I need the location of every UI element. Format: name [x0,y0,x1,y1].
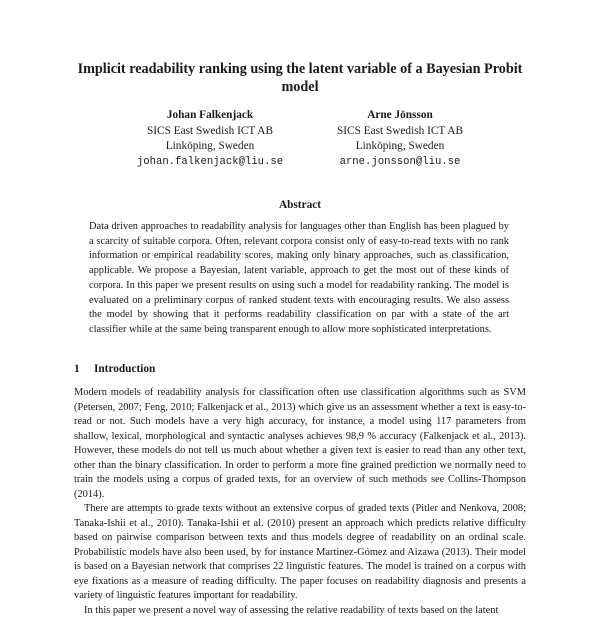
author-location: Linköping, Sweden [300,139,500,155]
author-email: arne.jonsson@liu.se [300,155,500,171]
author-second [300,108,500,170]
author-block [0,108,600,168]
abstract-body: Data driven approaches to readability analysis for languages other than English has been plagued by a scarcity of suitable corpora. Often, relevant corpora consist only of easy-to-read texts with no rank information or empirical readability scores, making only binary approaches, such as classification, applicable. We propose a Bayesian, latent variable, approach to get the most out of these kinds of corpora. In this paper we present results on using such a model for readability ranking. The model is evaluated on a preliminary corpus of ranked student texts with encouraging results. We also assess the model by showing that it performs readability classification on par with a state of the art classifier while at the same being transparent enough to allow more sophisticated interpretations. [89,220,509,338]
paragraph: There are attempts to grade texts without an extensive corpus of graded texts (Pitler and Nenkova, 2008; Tanaka-Ishii et al., 2010). Tanaka-Ishii et al. (2010) present an approach which predicts relative difficulty based on pairwise comparison between texts and thus models degree of readability on an ordinal scale. Probabilistic models have also been used, by for instance Martinez-Gómez and Aizawa (2013). Their model is based on a Bayesian network that comprises 22 linguistic features. The model is trained on a corpus with eye fixations as a measure of reading difficulty. The paper focuses on readability diagnosis and presents a variety of linguistic features important for readability. [74,502,526,604]
section-heading [74,363,155,375]
author-location: Linköping, Sweden [110,139,310,155]
author-affiliation: SICS East Swedish ICT AB [300,124,500,140]
author-affiliation: SICS East Swedish ICT AB [110,124,310,140]
section-title: Introduction [94,363,155,375]
paper-title: Implicit readability ranking using the latent variable of a Bayesian Probit model [60,60,540,96]
paragraph: In this paper we present a novel way of assessing the relative readability of texts based on the latent [74,604,526,618]
section-number: 1 [74,363,94,375]
introduction-body [74,386,526,618]
author-name: Arne Jönsson [300,108,500,124]
paragraph: Modern models of readability analysis for classification often use classification algorithms such as SVM (Petersen, 2007; Feng, 2010; Falkenjack et al., 2013) which give us an assessment whether a text is easy-to-read or not. Such models have a very high accuracy, for instance, a model using 117 parameters from shallow, lexical, morphological and syntactic analyses achieves 98,9 % accuracy (Falkenjack et al., 2013). However, these models do not tell us much about whether a given text is easier to read than any other text, other than the binary classification. In order to perform a more fine grained prediction we normally need to train the models using a corpus of graded texts, for an overview of such methods see Collins-Thompson (2014). [74,386,526,502]
abstract-heading: Abstract [0,199,600,211]
author-name: Johan Falkenjack [110,108,310,124]
author-email: johan.falkenjack@liu.se [110,155,310,171]
author-first [110,108,310,170]
